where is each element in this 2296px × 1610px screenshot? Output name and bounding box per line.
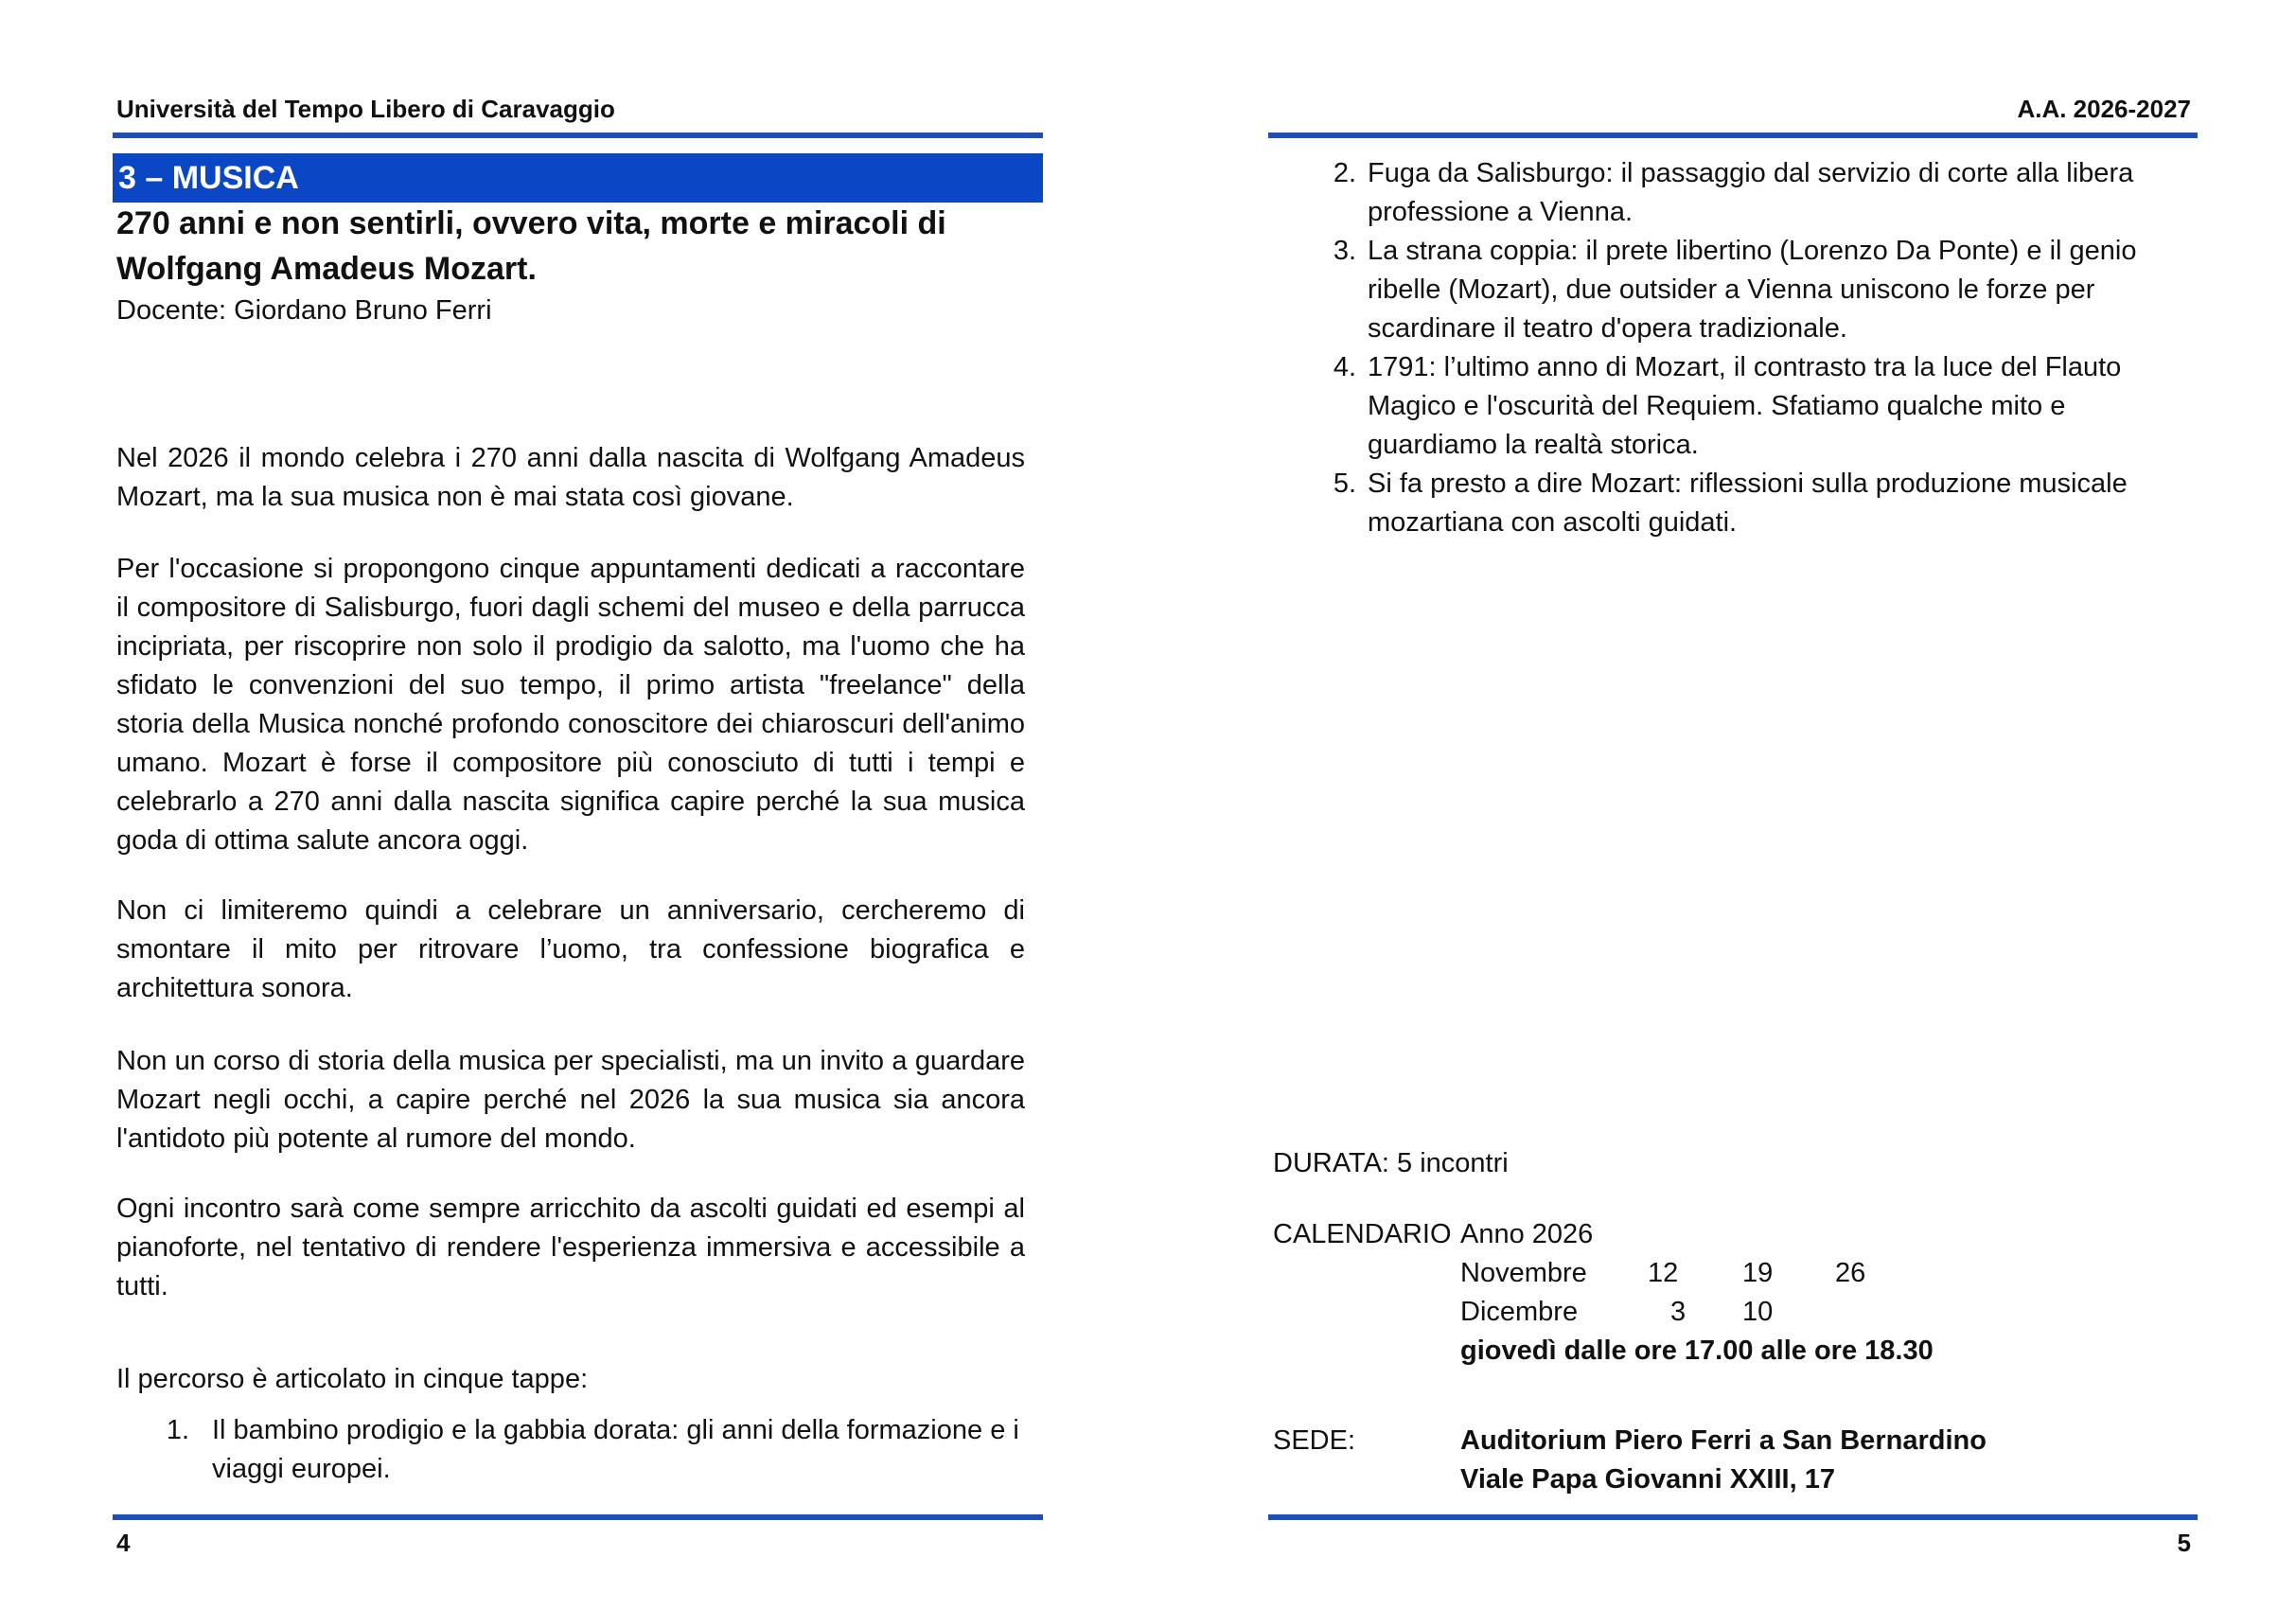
right-footer-rule bbox=[1268, 1514, 2198, 1520]
list-item-number: 3. bbox=[1333, 236, 1356, 266]
venue-label: SEDE: bbox=[1273, 1425, 1356, 1456]
right-page-number: 5 bbox=[2177, 1529, 2191, 1557]
left-header-rule bbox=[113, 133, 1043, 138]
list-item-text: Si fa presto a dire Mozart: riflessioni sulla produzione musicale mozartiana con ascolti guidati. bbox=[1368, 469, 2128, 538]
list-item-text: 1791: l’ultimo anno di Mozart, il contrasto tra la luce del Flauto Magico e l'oscurità del Requiem. Sfatiamo qualche mito e guardiamo la realtà storica. bbox=[1368, 352, 2122, 460]
calendar-month-december: Dicembre bbox=[1460, 1297, 1579, 1327]
list-item bbox=[1333, 465, 2191, 542]
intro-paragraph-3: Non ci limiteremo quindi a celebrare un anniversario, cercheremo di smontare il mito per ritrovare l’uomo, tra confessione biografica e architettura sonora. bbox=[116, 895, 1025, 1003]
calendar-day: 19 bbox=[1742, 1258, 1774, 1288]
calendar-time: giovedì dalle ore 17.00 alle ore 18.30 bbox=[1460, 1336, 1934, 1366]
left-footer-rule bbox=[113, 1514, 1043, 1520]
list-intro: Il percorso è articolato in cinque tappe: bbox=[116, 1364, 589, 1394]
duration: DURATA: 5 incontri bbox=[1273, 1148, 1509, 1178]
list-item-number: 5. bbox=[1333, 469, 1356, 499]
calendar-day: 10 bbox=[1742, 1297, 1774, 1327]
intro-paragraph-2: Per l'occasione si propongono cinque appuntamenti dedicati a raccontare il compositore di Salisburgo, fuori dagli schemi del museo e della parrucca incipriata, per riscoprire non solo il prodigio da salotto, ma l'uomo che ha sfidato le convenzioni del suo tempo, il primo artista "freelance" della storia della Musica nonché profondo conoscitore dei chiaroscuri dell'animo umano. Mozart è forse il compositore più conosciuto di tutti i tempi e celebrarlo a 270 anni dalla nascita significa capire perché la sua musica goda di ottima salute ancora oggi. bbox=[116, 554, 1025, 856]
list-item bbox=[1333, 348, 2191, 465]
venue-address: Viale Papa Giovanni XXIII, 17 bbox=[1460, 1464, 1835, 1495]
list-item bbox=[1333, 232, 2191, 348]
right-running-header: A.A. 2026-2027 bbox=[2017, 95, 2191, 123]
calendar-day: 3 bbox=[1670, 1297, 1687, 1327]
course-title-line-2: Wolfgang Amadeus Mozart. bbox=[116, 251, 537, 287]
intro-paragraph-5: Ogni incontro sarà come sempre arricchito da ascolti guidati ed esempi al pianoforte, nel tentativo di rendere l'esperienza immersiva e accessibile a tutti. bbox=[116, 1194, 1025, 1301]
list-item-text: La strana coppia: il prete libertino (Lorenzo Da Ponte) e il genio ribelle (Mozart), due outsider a Vienna uniscono le forze per scardinare il teatro d'opera tradizionale. bbox=[1368, 236, 2137, 344]
calendar-label: CALENDARIO bbox=[1273, 1219, 1452, 1249]
list-item-text: Il bambino prodigio e la gabbia dorata: gli anni della formazione e i viaggi europei. bbox=[212, 1415, 1019, 1484]
left-running-header: Università del Tempo Libero di Caravaggio bbox=[116, 95, 615, 123]
venue-name: Auditorium Piero Ferri a San Bernardino bbox=[1460, 1425, 1987, 1456]
list-item bbox=[166, 1411, 1035, 1489]
stage-list-left bbox=[166, 1411, 1035, 1489]
calendar-month-november: Novembre bbox=[1460, 1258, 1587, 1288]
intro-paragraph-4: Non un corso di storia della musica per specialisti, ma un invito a guardare Mozart negli occhi, a capire perché nel 2026 la sua musica sia ancora l'antidoto più potente al rumore del mondo. bbox=[116, 1046, 1025, 1154]
stage-list-right bbox=[1333, 154, 2191, 542]
course-title bbox=[116, 201, 1044, 292]
list-item-number: 4. bbox=[1333, 352, 1356, 382]
list-item-text: Fuga da Salisburgo: il passaggio dal servizio di corte alla libera professione a Vienna. bbox=[1368, 158, 2134, 227]
intro-paragraph-1: Nel 2026 il mondo celebra i 270 anni dalla nascita di Wolfgang Amadeus Mozart, ma la sua musica non è mai stata così giovane. bbox=[116, 443, 1025, 512]
calendar-day: 26 bbox=[1835, 1258, 1866, 1288]
stage-list bbox=[1333, 154, 2191, 542]
course-title-line-1: 270 anni e non sentirli, ovvero vita, morte e miracoli di bbox=[116, 205, 946, 241]
right-header-rule bbox=[1268, 133, 2198, 138]
calendar-day: 12 bbox=[1648, 1258, 1679, 1288]
list-item bbox=[1333, 154, 2191, 232]
left-page-number: 4 bbox=[116, 1529, 131, 1557]
list-item-number: 1. bbox=[166, 1415, 189, 1445]
list-item-number: 2. bbox=[1333, 158, 1356, 188]
calendar-year: Anno 2026 bbox=[1460, 1219, 1594, 1249]
section-banner: 3 – MUSICA bbox=[113, 153, 1043, 203]
teacher-name: Docente: Giordano Bruno Ferri bbox=[116, 295, 492, 326]
